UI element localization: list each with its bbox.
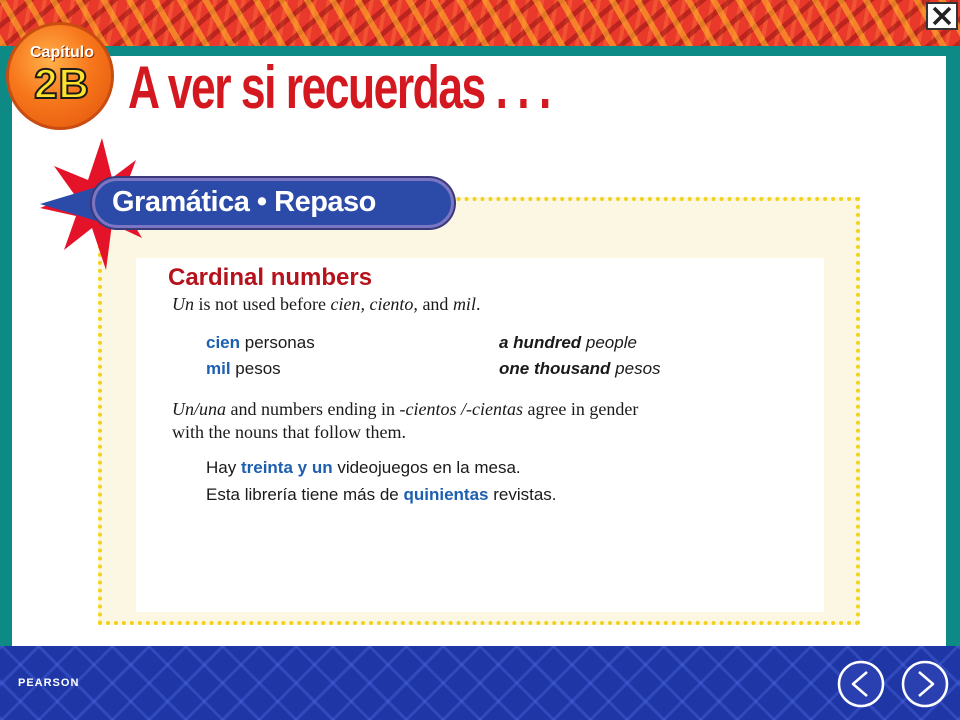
rule-2-ununa: Un/una	[172, 399, 226, 419]
chapter-label: Capítulo	[30, 44, 94, 61]
close-icon	[931, 6, 953, 26]
example-english-2	[499, 359, 661, 379]
decorative-top-banner	[0, 0, 960, 46]
example-english-2-number: one thousand	[499, 359, 611, 378]
rule-1-mid: is not used before	[194, 294, 331, 314]
example-english-1	[499, 333, 637, 353]
example-english-1-number: a hundred	[499, 333, 582, 352]
rule-2-part2: and numbers ending in	[226, 399, 400, 419]
example-english-1-rest: people	[581, 333, 637, 352]
previous-button[interactable]	[836, 659, 886, 709]
example-spanish-2-rest: pesos	[230, 359, 281, 378]
rule-2-endings: -cientos /-cientas	[399, 399, 523, 419]
rule-1-un: Un	[172, 294, 194, 314]
rule-2-part4: agree in gender	[522, 399, 639, 419]
close-button[interactable]	[926, 2, 958, 30]
bottom-navigation-bar	[0, 646, 960, 720]
example-sentence-1-number: treinta y un	[240, 458, 333, 477]
chapter-number: 2B	[34, 60, 90, 107]
content-heading: Cardinal numbers	[168, 264, 373, 291]
page-title: A ver si recuerdas . . .	[128, 54, 550, 121]
example-sentence-1-pre: Hay	[206, 458, 241, 477]
example-spanish-1-rest: personas	[240, 333, 315, 352]
rule-1-end: .	[475, 294, 481, 314]
prev-arrow-icon	[836, 659, 886, 709]
example-sentence-2	[206, 485, 557, 505]
example-sentence-1-post: videojuegos en la mesa.	[332, 458, 521, 477]
example-spanish-2-number: mil	[206, 359, 231, 378]
example-sentence-2-pre: Esta librería tiene más de	[206, 485, 404, 504]
example-spanish-1	[206, 333, 315, 353]
example-english-2-rest: pesos	[610, 359, 661, 378]
example-sentence-1	[206, 458, 521, 478]
example-sentence-2-post: revistas.	[488, 485, 557, 504]
rule-1	[172, 294, 480, 315]
example-spanish-1-number: cien	[206, 333, 241, 352]
example-sentence-2-number: quinientas	[403, 485, 489, 504]
publisher-logo: PEARSON	[18, 677, 80, 689]
section-title: Gramática • Repaso	[112, 186, 376, 218]
next-arrow-icon	[900, 659, 950, 709]
next-button[interactable]	[900, 659, 950, 709]
rule-1-words: cien, ciento,	[330, 294, 418, 314]
rule-1-and: and	[417, 294, 453, 314]
rule-2-line-1	[172, 399, 638, 420]
example-spanish-2	[206, 359, 281, 379]
rule-1-mil: mil	[452, 294, 476, 314]
rule-2-line-2: with the nouns that follow them.	[172, 422, 406, 442]
